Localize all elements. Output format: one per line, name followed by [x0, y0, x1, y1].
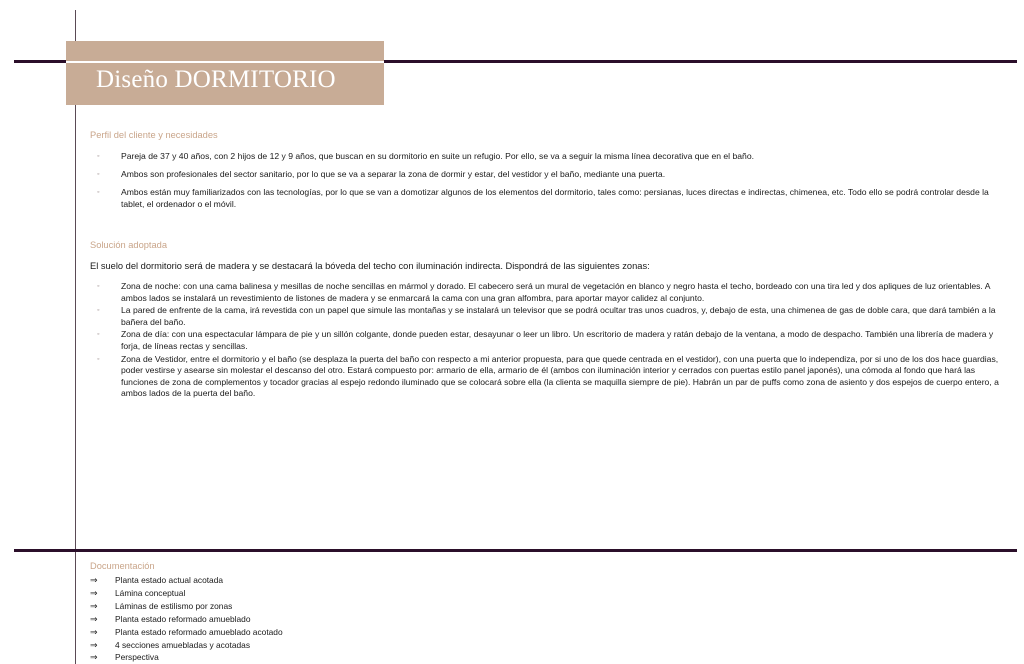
list-item: ◦ Zona de día: con una espectacular lámpara de pie y un sillón colgante, donde pueden estar, desayunar o leer un libro. Un escritorio de madera y ratán debajo de la ventana, a modo de despacho. También una librería de madera y forja, de líneas rectas y sencillas.: [97, 329, 994, 351]
arrow-icon: ⇒: [90, 600, 98, 611]
list-item: ◦ Zona de noche: con una cama balinesa y mesillas de noche sencillas en mármol y dorado. El cabecero será un mural de vegetación en blanco y negro hasta el techo, bordeado con una tira led y dos apliques de luz orientables. A ambos lados se instalará un revestimiento de listones de madera y se enmarcará la cama con una gran alfombra, para aportar mayor calidez al conjunto.: [97, 281, 990, 303]
list-item: ◦ Ambos son profesionales del sector sanitario, por lo que se va a separar la zona de dormir y estar, del vestidor y el baño, mediante una puerta.: [97, 169, 666, 180]
arrow-icon: ⇒: [90, 613, 98, 624]
list-item: ◦ Ambos están muy familiarizados con las tecnologías, por lo que se van a domotizar algunos de los elementos del dormitorio, tales como: persianas, luces directas e indirectas, chimenea, etc. Todo ello se podrá controlar desde la tablet, el ordenador o el móvil.: [97, 187, 989, 209]
left-margin-line: [75, 10, 76, 664]
list-item: ⇒ 4 secciones amuebladas y acotadas: [90, 639, 251, 650]
list-item: ⇒ Planta estado actual acotada: [90, 575, 224, 585]
title-banner: [66, 41, 384, 105]
list-item: ⇒ Planta estado reformado amueblado acotado: [90, 626, 283, 637]
arrow-icon: ⇒: [90, 652, 98, 663]
documentacion-list: [90, 574, 283, 664]
arrow-icon: ⇒: [90, 587, 98, 598]
bottom-rule: [14, 549, 1017, 552]
list-item: ⇒ Planta estado reformado amueblado: [90, 613, 251, 624]
bullet-icon: ◦: [97, 189, 100, 197]
bullet-icon: ◦: [97, 307, 100, 315]
bullet-icon: ◦: [97, 171, 100, 179]
arrow-icon: ⇒: [90, 639, 98, 650]
list-item: ◦ Pareja de 37 y 40 años, con 2 hijos de 12 y 9 años, que buscan en su dormitorio en suite un refugio. Por ello, se va a seguir la misma línea decorativa que en el baño.: [97, 151, 754, 161]
perfil-heading: Perfil del cliente y necesidades: [90, 130, 218, 140]
list-item: ◦ La pared de enfrente de la cama, irá revestida con un papel que simule las montañas y se instalará un televisor que se podrá ocultar tras unos cuadros, y, debajo de esta, una chimenea de gas de doble cara, que dará también a la bañera del baño.: [97, 305, 996, 327]
documentacion-heading: Documentación: [90, 561, 155, 571]
solucion-intro: El suelo del dormitorio será de madera y se destacará la bóveda del techo con iluminación indirecta. Dispondrá de las siguientes zonas:: [90, 261, 650, 271]
solucion-list: [90, 281, 1012, 401]
solucion-heading: Solución adoptada: [90, 240, 168, 250]
arrow-icon: ⇒: [90, 575, 98, 585]
arrow-icon: ⇒: [90, 626, 98, 637]
bullet-icon: ◦: [97, 355, 100, 363]
list-item: ◦ Zona de Vestidor, entre el dormitorio y el baño (se desplaza la puerta del baño con respecto a mi anterior propuesta, para que quede centrada en el vestidor), con una puerta que lo independiza, por si uno de los dos hace guardias, poder vestirse y asearse sin molestar el descanso del otro. Estará compuesto por: armario de ella, armario de él (ambos con iluminación interior y cerrados con puertas estilo panel japonés), una cómoda al fondo que hará las funciones de zona de complementos y tocador gracias al espejo redondo iluminado que se colocará sobre ella (la clienta se maquilla siempre de pie). Habrán un par de puffs como zona de asiento y dos espejos de cuerpo entero, a ambos lados de la puerta del baño.: [97, 353, 999, 399]
perfil-list: [90, 151, 1012, 217]
list-item: ⇒ Perspectiva: [90, 652, 159, 663]
list-item: ⇒ Láminas de estilismo por zonas: [90, 600, 233, 611]
bullet-icon: ◦: [97, 153, 100, 160]
bullet-icon: ◦: [97, 283, 100, 290]
bullet-icon: ◦: [97, 331, 100, 339]
page-title: Diseño DORMITORIO: [96, 66, 336, 93]
list-item: ⇒ Lámina conceptual: [90, 587, 186, 598]
title-divider: [66, 61, 384, 63]
